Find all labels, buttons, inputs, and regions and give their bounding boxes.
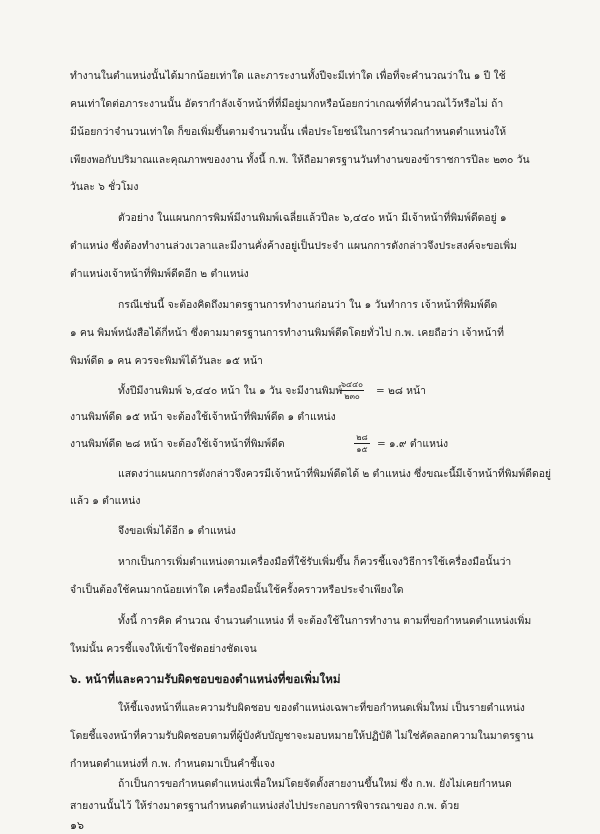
text-line: สายงานนั้นไว้ ให้ร่างมาตรฐานกำหนดตำแหน่งส่งไปประกอบการพิจารณาของ ก.พ. ด้วย (70, 800, 460, 812)
text-line: ตัวอย่าง ในแผนกการพิมพ์มีงานพิมพ์เฉลี่ยแล้วปีละ ๖,๔๔๐ หน้า มีเจ้าหน้าที่พิมพ์ดีดอยู่ ๑ (118, 212, 507, 224)
fraction-numerator: ๖๔๔๐ (340, 380, 364, 389)
text-line: กำหนดตำแหน่งที่ ก.พ. กำหนดมาเป็นคำชี้แจง (70, 758, 275, 770)
text-line: แล้ว ๑ ตำแหน่ง (70, 495, 141, 507)
text-line: หากเป็นการเพิ่มตำแหน่งตามเครื่องมือที่ใช้รับเพิ่มขึ้น ก็ควรชี้แจงวิธีการใช้เครื่องมือนั้นว่า (118, 556, 512, 568)
text-line: จำเป็นต้องใช้คนมากน้อยเท่าใด เครื่องมือนั้นใช้ครั้งคราวหรือประจำเพียงใด (70, 584, 404, 596)
calc-line-1-result: = ๒๘ หน้า (376, 385, 426, 397)
text-line: กรณีเช่นนี้ จะต้องคิดถึงมาตรฐานการทำงานก่อนว่า ใน ๑ วันทำการ เจ้าหน้าที่พิมพ์ดีด (118, 299, 498, 311)
text-line: ให้ชี้แจงหน้าที่และความรับผิดชอบ ของตำแหน่งเฉพาะที่ขอกำหนดเพิ่มใหม่ เป็นรายตำแหน่ง (118, 702, 525, 714)
text-line: มีน้อยกว่าจำนวนเท่าใด ก็ขอเพิ่มขึ้นตามจำนวนนั้น เพื่อประโยชน์ในการคำนวณกำหนดตำแหน่งให้ (70, 126, 507, 138)
text-line: ทั้งนี้ การคิด คำนวณ จำนวนตำแหน่ง ที่ จะต้องใช้ในการทำงาน ตามที่ขอกำหนดตำแหน่งเพิ่ม (118, 615, 532, 627)
fraction-denominator: ๑๕ (356, 445, 368, 454)
text-line: คนเท่าใดต่อภาระงานนั้น อัตรากำลังเจ้าหน้าที่ที่มีอยู่มากหรือน้อยกว่าเกณฑ์ที่คำนวณไว้หรือไม่ ถ้า (70, 98, 504, 110)
page-number: ๑๖ (70, 819, 84, 832)
fraction-bar (354, 443, 370, 444)
text-line: เพียงพอกับปริมาณและคุณภาพของงาน ทั้งนี้ ก.พ. ให้ถือมาตรฐานวันทำงานของข้าราชการปีละ ๒๓๐ วัน (70, 154, 530, 166)
text-line: โดยชี้แจงหน้าที่ความรับผิดชอบตามที่ผู้บังคับบัญชาจะมอบหมายให้ปฏิบัติ ไม่ใช่คัดลอกความในมาตรฐาน (70, 730, 534, 742)
text-line: พิมพ์ดีด ๑ คน ควรจะพิมพ์ได้วันละ ๑๕ หน้า (70, 355, 263, 367)
fraction-numerator: ๒๘ (356, 433, 368, 442)
calc-line-1: ทั้งปีมีงานพิมพ์ ๖,๔๔๐ หน้า ใน ๑ วัน จะมีงานพิมพ์ (118, 385, 343, 397)
calc-line-2: งานพิมพ์ดีด ๒๘ หน้า จะต้องใช้เจ้าหน้าที่พิมพ์ดีด (70, 438, 285, 450)
text-line: แสดงว่าแผนกการดังกล่าวจึงควรมีเจ้าหน้าที่พิมพ์ดีดได้ ๒ ตำแหน่ง ซึ่งขณะนี้มีเจ้าหน้าที่พิมพ์ดีดอยู่ (118, 468, 552, 480)
text-line: วันละ ๖ ชั่วโมง (70, 181, 139, 193)
text-line: ทำงานในตำแหน่งนั้นได้มากน้อยเท่าใด และภาระงานทั้งปีจะมีเท่าใด เพื่อที่จะคำนวณว่าใน ๑ ปี ใช้ (70, 70, 506, 82)
fraction-bar (340, 390, 364, 391)
text-line: ตำแหน่งเจ้าหน้าที่พิมพ์ดีดอีก ๒ ตำแหน่ง (70, 268, 249, 280)
text-line: ๑ คน พิมพ์หนังสือได้กี่หน้า ซึ่งตามมาตรฐานการทำงานพิมพ์ดีดโดยทั่วไป ก.พ. เคยถือว่า เจ้าหน้าที่ (70, 327, 504, 339)
fraction-denominator: ๒๓๐ (344, 392, 360, 401)
text-line: ตำแหน่ง ซึ่งต้องทำงานล่วงเวลาและมีงานคั่งค้างอยู่เป็นประจำ แผนกการดังกล่าวจึงประสงค์จะขอเพิ่ม (70, 240, 517, 252)
text-line: ใหม่นั้น ควรชี้แจงให้เข้าใจชัดอย่างชัดเจน (70, 643, 257, 655)
section-heading: ๖. หน้าที่และความรับผิดชอบของตำแหน่งที่ขอเพิ่มใหม่ (70, 672, 341, 686)
calc-line-2-result: = ๑.๙ ตำแหน่ง (377, 438, 449, 450)
text-line: ถ้าเป็นการขอกำหนดตำแหน่งเพื่อใหม่โดยจัดตั้งสายงานขึ้นใหม่ ซึ่ง ก.พ. ยังไม่เคยกำหนด (118, 778, 512, 790)
text-line: งานพิมพ์ดีด ๑๕ หน้า จะต้องใช้เจ้าหน้าที่พิมพ์ดีด ๑ ตำแหน่ง (70, 411, 336, 423)
text-line: จึงขอเพิ่มได้อีก ๑ ตำแหน่ง (118, 525, 236, 537)
